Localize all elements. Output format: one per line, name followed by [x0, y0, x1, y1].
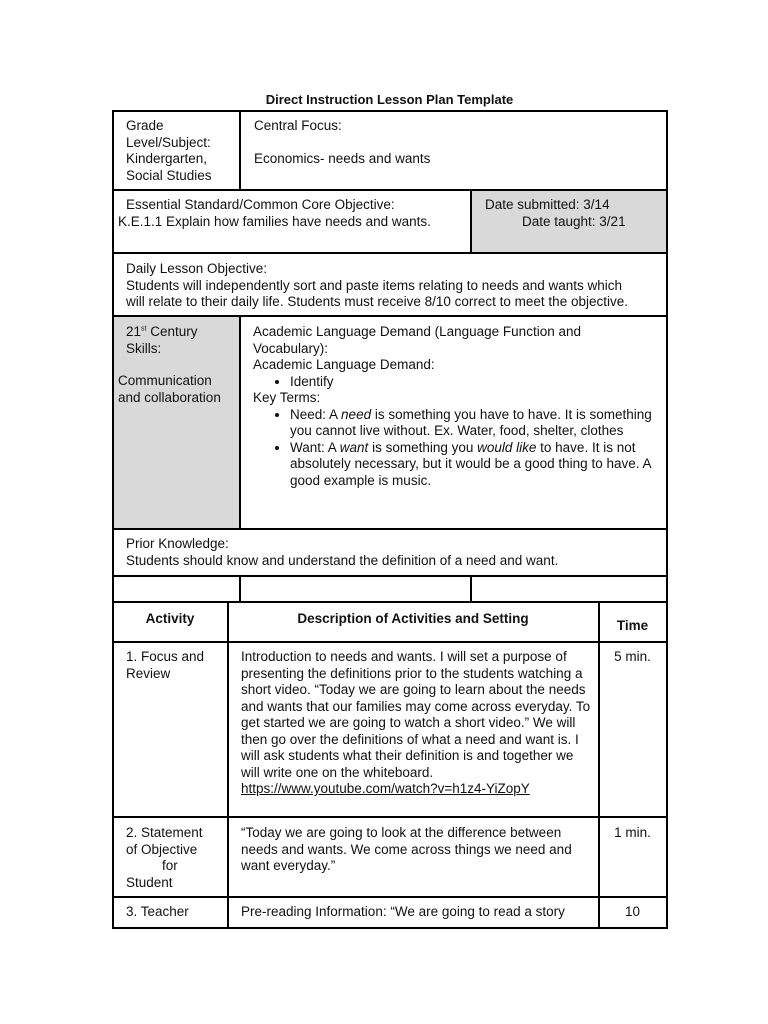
activity-header: Activity	[145, 611, 195, 626]
table-border	[666, 110, 668, 928]
table-border	[112, 601, 668, 603]
grade-cell	[126, 118, 236, 184]
document-title: Direct Instruction Lesson Plan Template	[265, 92, 514, 107]
table-border	[470, 575, 472, 602]
academic-demand-list	[253, 374, 661, 391]
table-border	[112, 816, 668, 818]
central-focus-label: Central Focus:	[254, 118, 342, 133]
central-focus-cell	[254, 118, 654, 167]
prior-knowledge-value: Students should know and understand the definition of a need and want.	[126, 552, 559, 568]
row-2-activity-line-3: for	[162, 858, 178, 873]
academic-heading-2: Vocabulary):	[253, 340, 329, 356]
row-2-description	[241, 825, 591, 875]
row-1-description-text: Introduction to needs and wants. I will set a purpose of presenting the definitions prior to the students watching a short video. “Today we are going to learn about the needs and wants that our families may come across everyday. To get started we are going to watch a short video.” We will then go over the definitions of what a need and want is. I will ask students what their definition is and together we will write one on the whiteboard.	[241, 649, 591, 780]
prior-knowledge-label: Prior Knowledge:	[126, 536, 229, 551]
skills-cell	[118, 324, 238, 406]
table-border	[239, 110, 241, 190]
row-1-time: 5 min.	[614, 649, 651, 664]
central-focus-value: Economics- needs and wants	[254, 150, 431, 166]
key-terms-list	[253, 407, 661, 490]
prior-knowledge-cell	[126, 536, 662, 569]
table-border	[112, 896, 668, 898]
row-2-time: 1 min.	[614, 825, 651, 840]
table-border	[470, 189, 472, 253]
table-border	[112, 110, 114, 928]
row-2-activity-line-4: Student	[126, 874, 173, 890]
daily-objective-line2: will relate to their daily life. Students must receive 8/10 correct to meet the objective.	[126, 294, 628, 309]
skills-value-2: and collaboration	[118, 389, 221, 405]
row-3-time: 10	[624, 904, 641, 919]
key-term-want: • Want: A want is something you would like to have. It is not absolutely necessary, but it would be a good thing to have. A good example is music.	[290, 440, 661, 490]
row-2-activity-line: 2. Statement	[126, 825, 203, 840]
table-border	[112, 528, 668, 530]
dates-cell	[485, 197, 663, 230]
time-header: Time	[616, 618, 649, 633]
academic-demand-label: Academic Language Demand:	[253, 357, 435, 372]
table-border	[112, 315, 668, 317]
standard-label: Essential Standard/Common Core Objective:	[126, 197, 395, 212]
grade-label: Grade	[126, 118, 164, 133]
row-3-description	[241, 904, 596, 921]
skills-label: 21st Century	[126, 324, 198, 339]
description-header: Description of Activities and Setting	[297, 611, 529, 626]
table-border	[239, 315, 241, 529]
academic-demand-item: • Identify	[290, 374, 661, 391]
key-term-need: • Need: A need is something you have to have. It is something you cannot live without. Ex. Water, food, shelter, clothes	[290, 407, 661, 440]
daily-objective-label: Daily Lesson Objective:	[126, 261, 268, 276]
table-border	[239, 575, 241, 602]
date-submitted: Date submitted: 3/14	[485, 197, 610, 212]
row-3-activity-line: 3. Teacher	[126, 904, 189, 919]
table-border	[227, 601, 229, 928]
row-2-description-text: “Today we are going to look at the difference between needs and wants. We come across things we need and want everyday.”	[241, 825, 572, 873]
video-link[interactable]: https://www.youtube.com/watch?v=h1z4-YiZopY	[241, 781, 530, 796]
row-3-activity	[126, 904, 224, 921]
table-border	[112, 575, 668, 577]
skills-value: Communication	[118, 373, 212, 388]
row-3-description-text: Pre-reading Information: “We are going to read a story	[241, 904, 565, 919]
skills-label-2: Skills:	[126, 340, 162, 356]
table-border	[112, 252, 668, 254]
daily-objective-cell	[126, 261, 662, 311]
row-2-activity	[126, 825, 224, 891]
grade-value: Kindergarten,	[126, 151, 208, 166]
daily-objective-line1: Students will independently sort and paste items relating to needs and wants which	[126, 277, 623, 293]
academic-language-cell	[253, 324, 661, 489]
row-2-activity-line-2: of Objective	[126, 841, 198, 857]
table-border	[112, 641, 668, 643]
row-1-activity-line: 1. Focus and	[126, 649, 205, 664]
standard-cell	[118, 197, 468, 230]
table-border	[112, 189, 668, 191]
date-taught: Date taught: 3/21	[522, 213, 626, 229]
grade-label-2: Level/Subject:	[126, 134, 211, 150]
table-border	[112, 110, 668, 112]
table-border	[112, 927, 668, 929]
standard-value: K.E.1.1 Explain how families have needs and wants.	[118, 213, 431, 229]
row-1-activity	[126, 649, 224, 682]
key-terms-label: Key Terms:	[253, 390, 321, 405]
row-1-description	[241, 649, 593, 798]
subject-value: Social Studies	[126, 167, 212, 183]
row-1-activity-line-2: Review	[126, 665, 171, 681]
academic-heading: Academic Language Demand (Language Function and	[253, 324, 581, 339]
